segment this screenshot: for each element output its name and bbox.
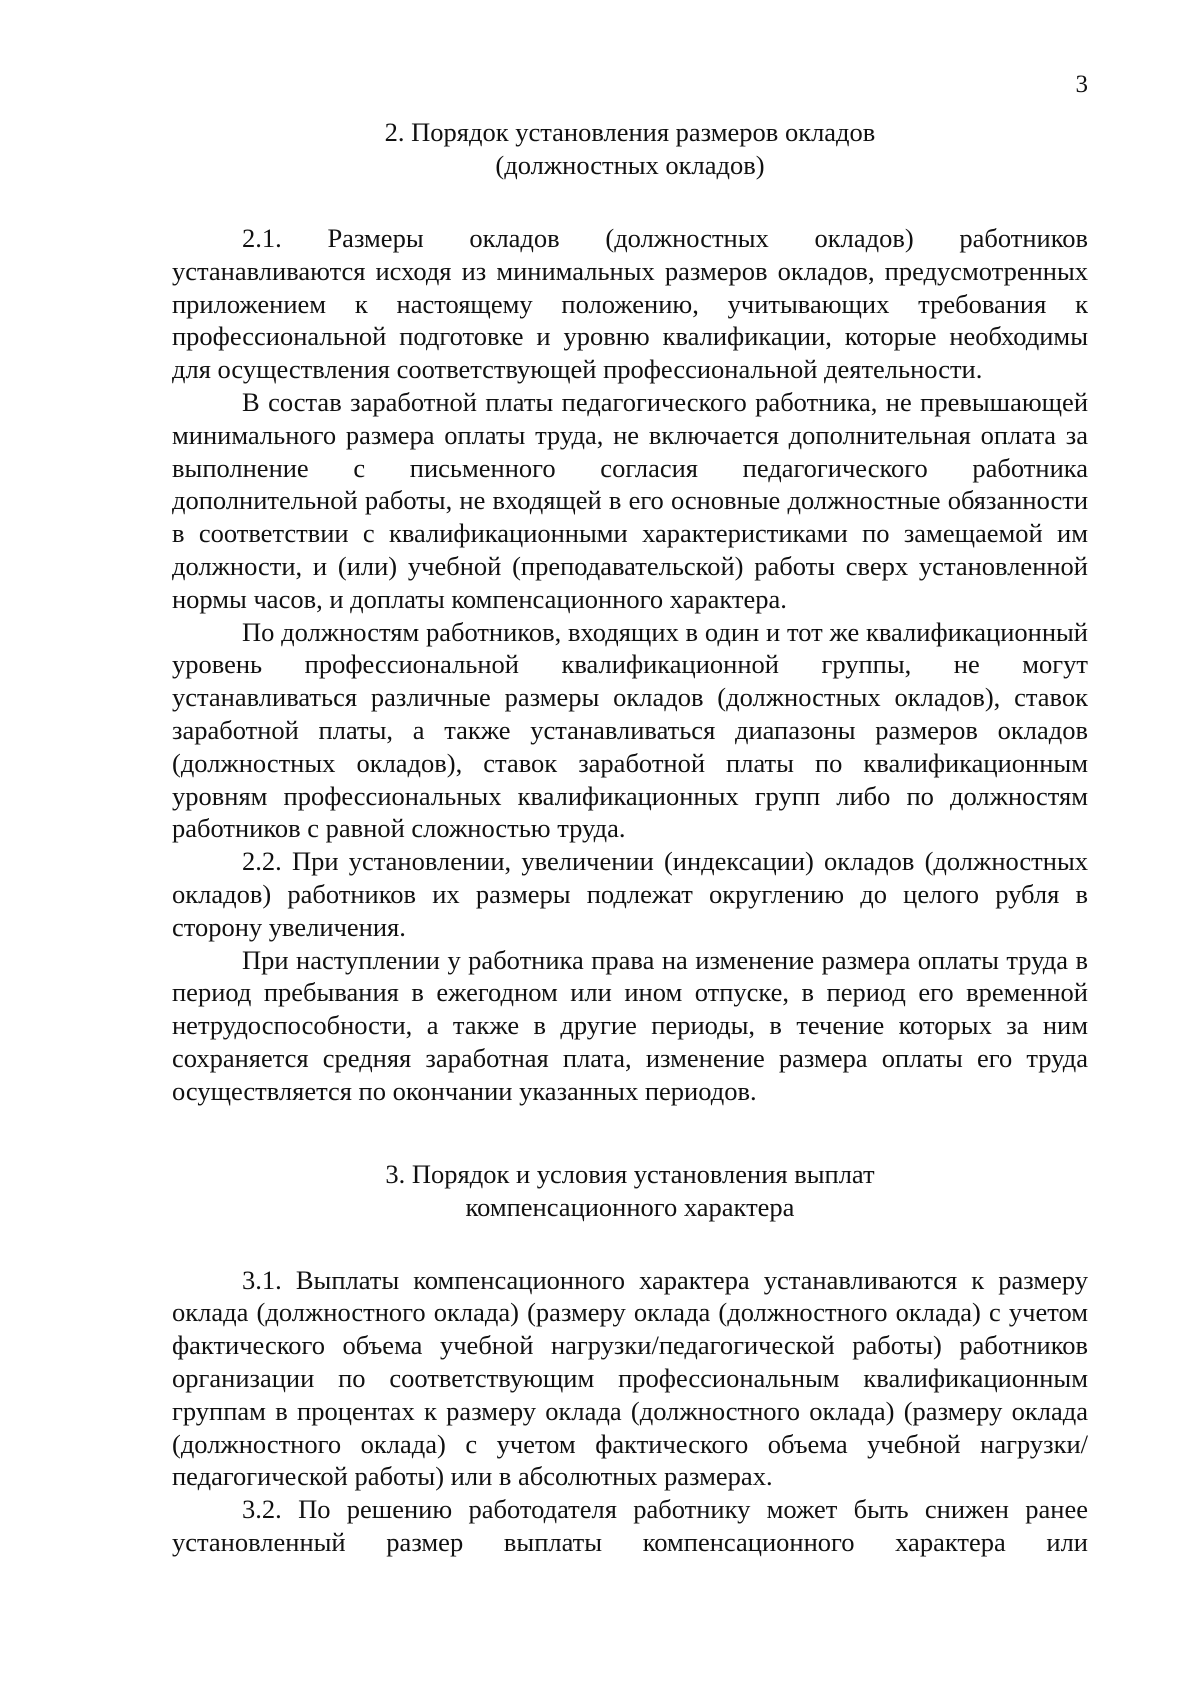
paragraph-2-2: 2.2. При установлении, увеличении (индексации) окладов (должностных окладов) работников их размеры подлежат округлению до целого рубля в сторону увеличения. (172, 846, 1088, 942)
document-body (172, 116, 1088, 1559)
paragraph-3-1: 3.1. Выплаты компенсационного характера устанавливаются к размеру оклада (должностного оклада) (размеру оклада (должностного оклада) с учетом фактического объема учебной нагрузки/педагогической работы) работников организации по соответствующим профессиональным квалификационным группам в процентах к размеру оклада (должностного оклада) (размеру оклада (должностного оклада) с учетом фактического объема учебной нагрузки/педагогической работы) или в абсолютных размерах. (172, 1264, 1088, 1492)
paragraph-2-1-salary-composition: В состав заработной платы педагогического работника, не превышающей минимального размера оплаты труда, не включается дополнительная оплата за выполнение с письменного согласия педагогического работника дополнительной работы, не входящей в его основные должностные обязанности в соответствии с квалификационными характеристиками по замещаемой им должности, и (или) учебной (преподавательской) работы сверх установленной нормы часов, и доплаты компенсационного характера. (172, 386, 1088, 614)
section-3-heading-line-2: компенсационного характера (465, 1191, 795, 1222)
section-2-heading-line-1: 2. Порядок установления размеров окладов (384, 117, 876, 147)
section-3-heading-line-1: 3. Порядок и условия установления выплат (385, 1158, 875, 1189)
paragraph-2-2-leave-periods: При наступлении у работника права на изменение размера оплаты труда в период пребывания в ежегодном или ином отпуске, в период его временной нетрудоспособности, а также в другие периоды, в течение которых за ним сохраняется средняя заработная плата, изменение размера оплаты его труда осуществляется по окончании указанных периодов. (172, 944, 1088, 1106)
paragraph-3-2: 3.2. По решению работодателя работнику может быть снижен ранее установленный размер выплаты компенсационного характера или (172, 1494, 1088, 1557)
section-2-heading (172, 116, 1088, 182)
section-3-heading (172, 1158, 1088, 1224)
page-number: 3 (1075, 71, 1088, 98)
paragraph-2-1: 2.1. Размеры окладов (должностных окладов) работников устанавливаются исходя из минимальных размеров окладов, предусмотренных приложением к настоящему положению, учитывающих требования к профессиональной подготовке и уровню квалификации, которые необходимы для осуществления соответствующей профессиональной деятельности. (172, 223, 1088, 385)
section-2-heading-line-2: (должностных окладов) (495, 150, 765, 180)
paragraph-2-1-qualification-levels: По должностям работников, входящих в один и тот же квалификационный уровень профессиональной квалификационной группы, не могут устанавливаться различные размеры окладов (должностных окладов), ставок заработной платы, а также устанавливаться диапазоны размеров окладов (должностных окладов), ставок заработной платы по квалификационным уровням профессиональных квалификационных групп либо по должностям работников с равной сложностью труда. (172, 616, 1088, 844)
